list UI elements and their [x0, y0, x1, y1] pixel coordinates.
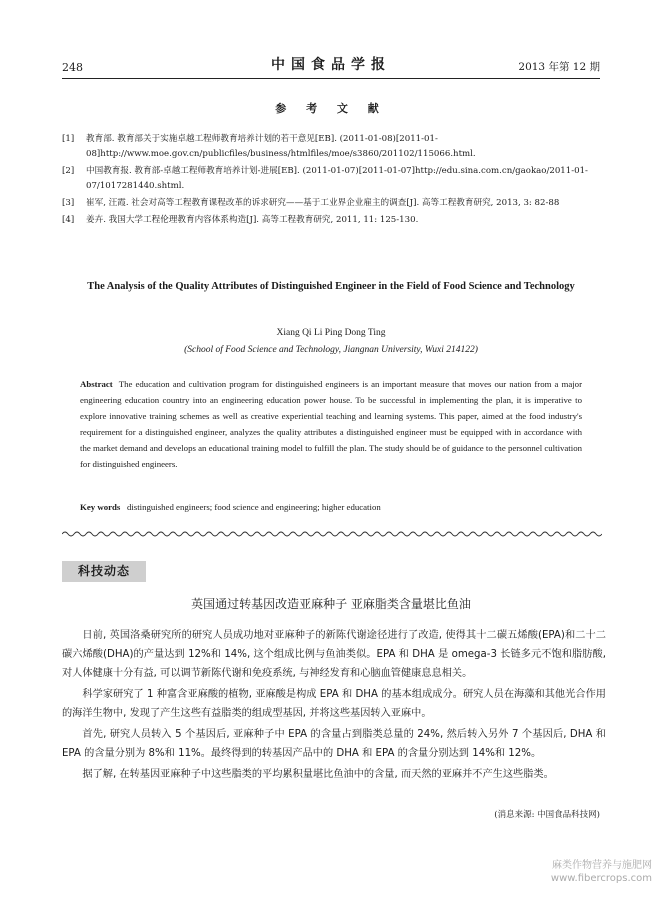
keywords-label: Key words [80, 502, 121, 512]
reference-item [62, 196, 604, 211]
news-paragraph: 首先, 研究人员转入 5 个基因后, 亚麻种子中 EPA 的含量占到脂类总量的 24%, 然后转入另外 7 个基因后, DHA 和 EPA 的含量分别为 8%和 11%。最终得到的转基因产品中的 DHA 和 EPA 的含量分别达到 14%和 12%。 [62, 729, 606, 759]
keywords [80, 502, 582, 512]
news-paragraph: 科学家研究了 1 种富含亚麻酸的植物, 亚麻酸是构成 EPA 和 DHA 的基本组成成分。研究人员在海藻和其他光合作用的海洋生物中, 发现了产生这些有益脂类的组成型基因, 并将这些基因转入亚麻中。 [62, 689, 606, 719]
author-list: Xiang Qi Li Ping Dong Ting [276, 328, 386, 338]
reference-number: [1] [62, 134, 75, 144]
page-header [62, 54, 600, 76]
reference-list [62, 132, 604, 230]
abstract-text: The education and cultivation program for distinguished engineers is an important measure that moves our nation from a major engineering education country into an engineering education power house. To be successful in implementing the plan, it is imperative to explore innovative training schemes as well as creative experiential teaching and learning systems. This paper, aimed at the food industry's requirement for a distinguished engineer, analyzes the quality attributes a distinguished engineer must be equipped with in accordance with the market demand and develops an educational training model to fulfill the plan. The study should be of guidance to the personnel cultivation for distinguished engineers. [80, 379, 582, 469]
news-source: (消息来源: 中国食品科技网) [494, 810, 600, 820]
news-body [62, 626, 606, 786]
watermark [551, 859, 652, 885]
reference-item [62, 164, 604, 194]
reference-number: [3] [62, 198, 75, 208]
watermark-url: www.fibercrops.com [550, 873, 652, 884]
abstract-label: Abstract [80, 379, 113, 389]
news-paragraph: 日前, 英国洛桑研究所的研究人员成功地对亚麻种子的新陈代谢途径进行了改造, 使得其十二碳五烯酸(EPA)和二十二碳六烯酸(DHA)的产量达到 12%和 14%, 这个组成比例与鱼油类似。EPA 和 DHA 是 omega-3 长链多元不饱和脂肪酸, 对人体健康十分有益, 可以调节新陈代谢和免疫系统, 与神经发育和心脑血管健康息息相关。 [62, 630, 606, 679]
journal-name: 中国食品学报 [271, 57, 391, 73]
reference-item [62, 132, 604, 162]
news-title: 英国通过转基因改造亚麻种子 亚麻脂类含量堪比鱼油 [191, 597, 471, 611]
reference-number: [2] [62, 166, 75, 176]
abstract [80, 376, 582, 472]
affiliation: (School of Food Science and Technology, Jiangnan University, Wuxi 214122) [184, 345, 478, 355]
header-rule [62, 78, 600, 79]
reference-text: 崔军, 汪霞. 社会对高等工程教育课程改革的诉求研究——基于工业界企业雇主的调查[J]. 高等工程教育研究, 2013, 3: 82-88 [86, 198, 560, 208]
page-number: 248 [62, 61, 83, 74]
references-heading: 参 考 文 献 [275, 102, 387, 115]
reference-text: 姜卉. 我国大学工程伦理教育内容体系构造[J]. 高等工程教育研究, 2011, 11: 125-130. [86, 215, 419, 225]
reference-item [62, 213, 604, 228]
watermark-name: 麻类作物营养与施肥网 [552, 860, 652, 871]
section-badge: 科技动态 [62, 561, 146, 582]
issue-label: 2013 年第 12 期 [518, 61, 600, 73]
news-paragraph: 据了解, 在转基因亚麻种子中这些脂类的平均累积量堪比鱼油中的含量, 而天然的亚麻并不产生这些脂类。 [82, 769, 554, 780]
reference-text: 教育部. 教育部关于实施卓越工程师教育培养计划的若干意见[EB]. (2011-01-08)[2011-01-08]http://www.moe.gov.cn/publicfiles/business/htmlfiles/moe/s3860/201102/115066.html. [86, 134, 476, 159]
reference-number: [4] [62, 215, 75, 225]
english-title: The Analysis of the Quality Attributes of Distinguished Engineer in the Field of Food Science and Technology [87, 281, 575, 292]
wavy-divider [62, 530, 602, 538]
keywords-text: distinguished engineers; food science and engineering; higher education [126, 502, 381, 512]
reference-text: 中国教育报. 教育部-卓越工程师教育培养计划-进展[EB]. (2011-01-07)[2011-01-07]http://edu.sina.com.cn/gaokao/2011-01-07/1017281440.shtml. [86, 166, 588, 191]
